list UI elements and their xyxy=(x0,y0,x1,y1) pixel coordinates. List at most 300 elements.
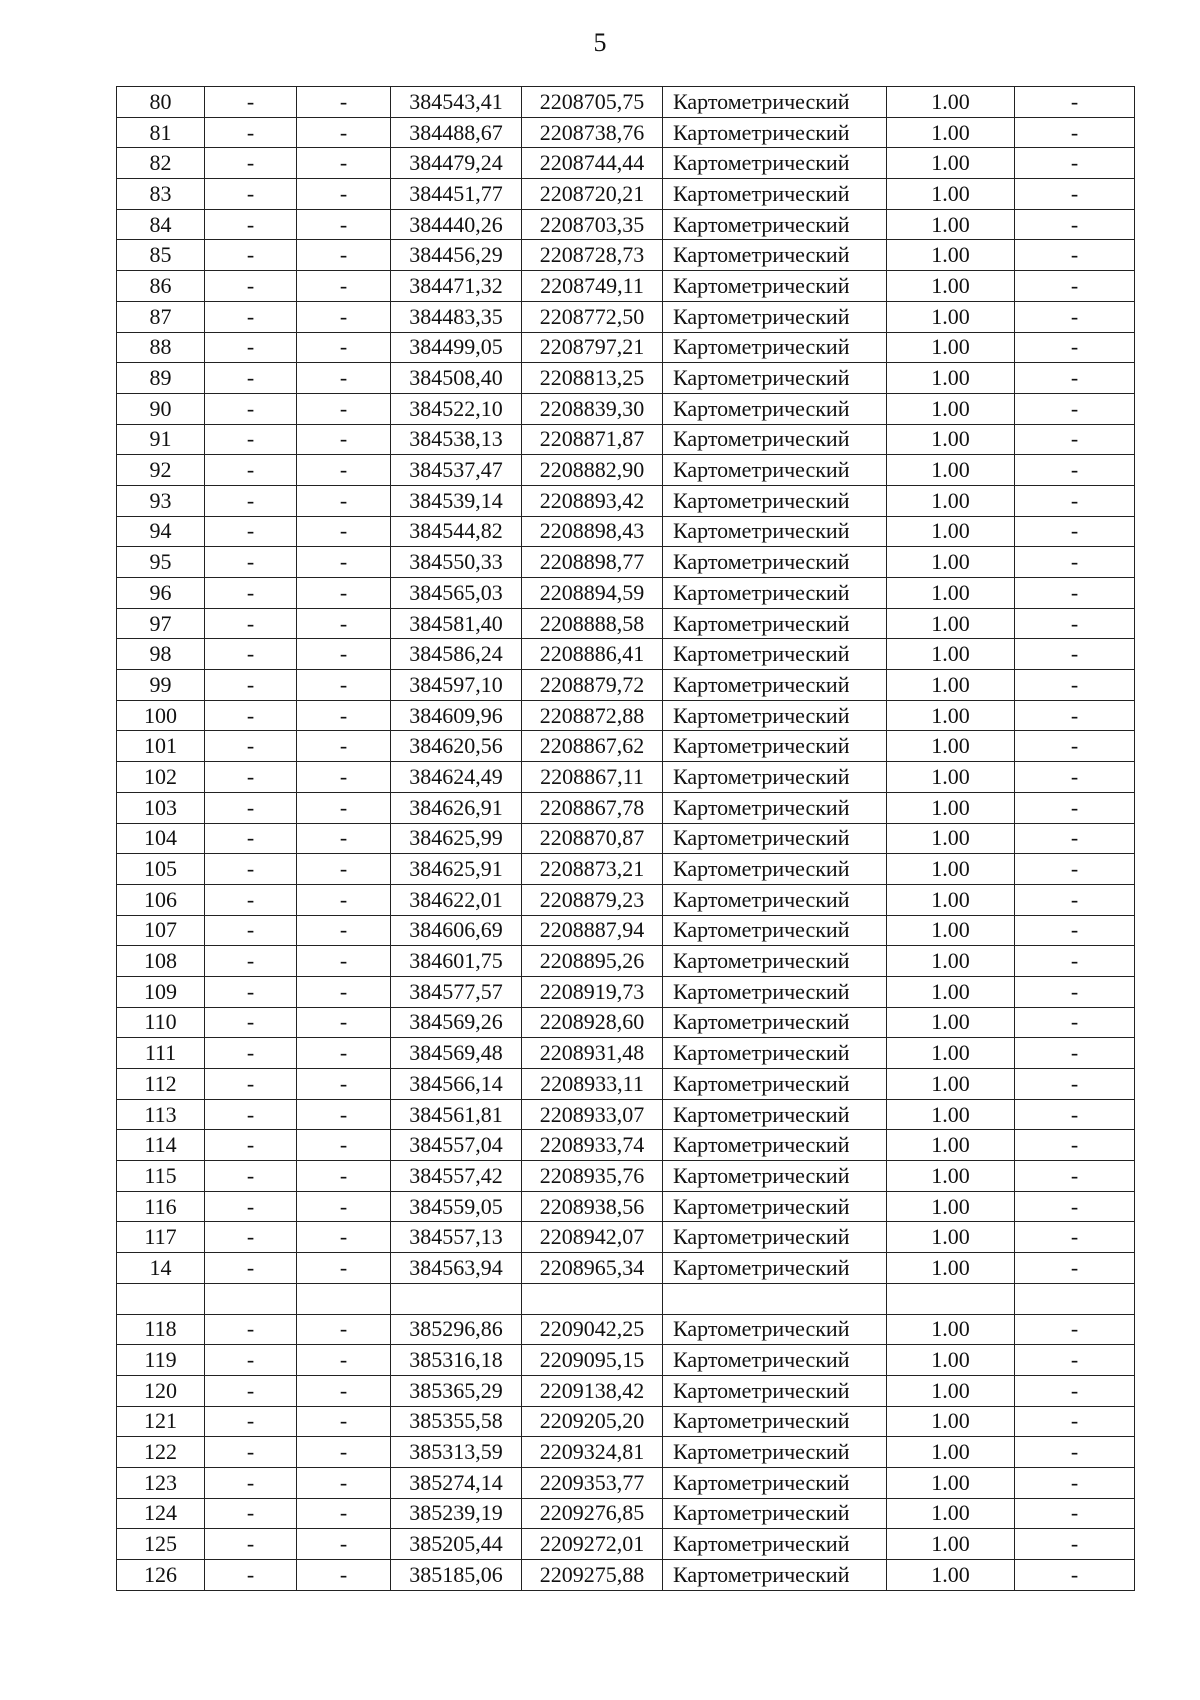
prev-y-cell: - xyxy=(297,762,391,793)
table-row xyxy=(117,1560,1135,1591)
description-cell: - xyxy=(1015,1007,1135,1038)
point-number-cell: 92 xyxy=(117,455,205,486)
y-coord-cell: 2208919,73 xyxy=(522,976,663,1007)
description-cell: - xyxy=(1015,1099,1135,1130)
accuracy-cell: 1.00 xyxy=(887,792,1015,823)
y-coord-cell: 2208867,62 xyxy=(522,731,663,762)
accuracy-cell xyxy=(887,1283,1015,1314)
method-cell: Картометрический xyxy=(663,1099,887,1130)
prev-y-cell: - xyxy=(297,1560,391,1591)
prev-x-cell: - xyxy=(205,117,297,148)
point-number-cell: 108 xyxy=(117,946,205,977)
y-coord-cell: 2208871,87 xyxy=(522,424,663,455)
y-coord-cell: 2208720,21 xyxy=(522,179,663,210)
x-coord-cell: 385296,86 xyxy=(391,1314,522,1345)
accuracy-cell: 1.00 xyxy=(887,485,1015,516)
prev-y-cell: - xyxy=(297,1467,391,1498)
prev-x-cell: - xyxy=(205,271,297,302)
prev-y-cell: - xyxy=(297,639,391,670)
point-number-cell: 88 xyxy=(117,332,205,363)
table-row xyxy=(117,332,1135,363)
description-cell: - xyxy=(1015,762,1135,793)
accuracy-cell: 1.00 xyxy=(887,209,1015,240)
accuracy-cell: 1.00 xyxy=(887,1191,1015,1222)
method-cell: Картометрический xyxy=(663,393,887,424)
table-row xyxy=(117,1038,1135,1069)
prev-x-cell: - xyxy=(205,1253,297,1284)
accuracy-cell: 1.00 xyxy=(887,1007,1015,1038)
point-number-cell: 100 xyxy=(117,700,205,731)
y-coord-cell: 2208933,07 xyxy=(522,1099,663,1130)
table-row xyxy=(117,1314,1135,1345)
accuracy-cell: 1.00 xyxy=(887,670,1015,701)
prev-y-cell: - xyxy=(297,516,391,547)
x-coord-cell: 384537,47 xyxy=(391,455,522,486)
prev-x-cell: - xyxy=(205,946,297,977)
accuracy-cell: 1.00 xyxy=(887,332,1015,363)
prev-y-cell: - xyxy=(297,240,391,271)
y-coord-cell: 2208965,34 xyxy=(522,1253,663,1284)
prev-y-cell: - xyxy=(297,87,391,118)
description-cell: - xyxy=(1015,547,1135,578)
prev-y-cell: - xyxy=(297,1498,391,1529)
y-coord-cell: 2208933,11 xyxy=(522,1069,663,1100)
method-cell: Картометрический xyxy=(663,578,887,609)
x-coord-cell: 384565,03 xyxy=(391,578,522,609)
description-cell: - xyxy=(1015,1467,1135,1498)
point-number-cell: 113 xyxy=(117,1099,205,1130)
description-cell: - xyxy=(1015,179,1135,210)
accuracy-cell: 1.00 xyxy=(887,516,1015,547)
description-cell: - xyxy=(1015,363,1135,394)
point-number-cell: 119 xyxy=(117,1345,205,1376)
prev-y-cell: - xyxy=(297,1161,391,1192)
method-cell: Картометрический xyxy=(663,301,887,332)
accuracy-cell: 1.00 xyxy=(887,179,1015,210)
point-number-cell: 84 xyxy=(117,209,205,240)
x-coord-cell: 385313,59 xyxy=(391,1437,522,1468)
prev-y-cell: - xyxy=(297,393,391,424)
method-cell: Картометрический xyxy=(663,179,887,210)
x-coord-cell: 384440,26 xyxy=(391,209,522,240)
prev-y-cell: - xyxy=(297,424,391,455)
point-number-cell: 112 xyxy=(117,1069,205,1100)
prev-y-cell: - xyxy=(297,670,391,701)
x-coord-cell: 384625,91 xyxy=(391,854,522,885)
table-row xyxy=(117,485,1135,516)
prev-y-cell: - xyxy=(297,731,391,762)
x-coord-cell: 384471,32 xyxy=(391,271,522,302)
prev-y-cell: - xyxy=(297,1437,391,1468)
prev-y-cell xyxy=(297,1283,391,1314)
x-coord-cell: 384626,91 xyxy=(391,792,522,823)
description-cell: - xyxy=(1015,670,1135,701)
prev-x-cell: - xyxy=(205,762,297,793)
method-cell: Картометрический xyxy=(663,1437,887,1468)
point-number-cell: 105 xyxy=(117,854,205,885)
table-row xyxy=(117,271,1135,302)
y-coord-cell: 2208879,23 xyxy=(522,884,663,915)
prev-x-cell: - xyxy=(205,1375,297,1406)
table-row xyxy=(117,976,1135,1007)
prev-x-cell: - xyxy=(205,240,297,271)
accuracy-cell: 1.00 xyxy=(887,547,1015,578)
prev-y-cell: - xyxy=(297,1099,391,1130)
y-coord-cell: 2208870,87 xyxy=(522,823,663,854)
description-cell: - xyxy=(1015,792,1135,823)
page-number: 5 xyxy=(593,28,607,57)
prev-x-cell: - xyxy=(205,884,297,915)
accuracy-cell: 1.00 xyxy=(887,884,1015,915)
table-row xyxy=(117,148,1135,179)
coordinates-table xyxy=(116,86,1135,1591)
prev-x-cell: - xyxy=(205,179,297,210)
prev-y-cell: - xyxy=(297,1130,391,1161)
point-number-cell: 91 xyxy=(117,424,205,455)
x-coord-cell: 384557,13 xyxy=(391,1222,522,1253)
x-coord-cell: 384522,10 xyxy=(391,393,522,424)
prev-x-cell: - xyxy=(205,823,297,854)
prev-y-cell: - xyxy=(297,946,391,977)
method-cell: Картометрический xyxy=(663,608,887,639)
accuracy-cell: 1.00 xyxy=(887,1161,1015,1192)
description-cell: - xyxy=(1015,1406,1135,1437)
method-cell: Картометрический xyxy=(663,976,887,1007)
point-number-cell: 14 xyxy=(117,1253,205,1284)
description-cell: - xyxy=(1015,854,1135,885)
x-coord-cell: 384609,96 xyxy=(391,700,522,731)
y-coord-cell: 2208879,72 xyxy=(522,670,663,701)
point-number-cell: 94 xyxy=(117,516,205,547)
table-row xyxy=(117,639,1135,670)
prev-x-cell: - xyxy=(205,639,297,670)
point-number-cell: 82 xyxy=(117,148,205,179)
point-number-cell: 125 xyxy=(117,1529,205,1560)
method-cell: Картометрический xyxy=(663,1467,887,1498)
description-cell: - xyxy=(1015,1253,1135,1284)
prev-x-cell: - xyxy=(205,792,297,823)
description-cell: - xyxy=(1015,884,1135,915)
y-coord-cell: 2208872,88 xyxy=(522,700,663,731)
accuracy-cell: 1.00 xyxy=(887,1529,1015,1560)
description-cell: - xyxy=(1015,639,1135,670)
y-coord-cell: 2208894,59 xyxy=(522,578,663,609)
prev-y-cell: - xyxy=(297,1345,391,1376)
prev-x-cell: - xyxy=(205,424,297,455)
method-cell: Картометрический xyxy=(663,240,887,271)
description-cell: - xyxy=(1015,946,1135,977)
method-cell: Картометрический xyxy=(663,762,887,793)
description-cell: - xyxy=(1015,424,1135,455)
method-cell: Картометрический xyxy=(663,271,887,302)
table-row xyxy=(117,1437,1135,1468)
prev-y-cell: - xyxy=(297,363,391,394)
prev-x-cell: - xyxy=(205,1498,297,1529)
accuracy-cell: 1.00 xyxy=(887,148,1015,179)
table-row xyxy=(117,1406,1135,1437)
prev-x-cell: - xyxy=(205,1069,297,1100)
description-cell: - xyxy=(1015,117,1135,148)
method-cell: Картометрический xyxy=(663,87,887,118)
prev-y-cell: - xyxy=(297,547,391,578)
accuracy-cell: 1.00 xyxy=(887,1099,1015,1130)
prev-x-cell: - xyxy=(205,1007,297,1038)
x-coord-cell: 384622,01 xyxy=(391,884,522,915)
description-cell: - xyxy=(1015,578,1135,609)
x-coord-cell: 384539,14 xyxy=(391,485,522,516)
prev-y-cell: - xyxy=(297,915,391,946)
point-number-cell: 107 xyxy=(117,915,205,946)
prev-y-cell: - xyxy=(297,209,391,240)
prev-y-cell: - xyxy=(297,1314,391,1345)
table-row xyxy=(117,301,1135,332)
y-coord-cell: 2209276,85 xyxy=(522,1498,663,1529)
point-number-cell: 110 xyxy=(117,1007,205,1038)
accuracy-cell: 1.00 xyxy=(887,240,1015,271)
y-coord-cell: 2209275,88 xyxy=(522,1560,663,1591)
table-row xyxy=(117,1529,1135,1560)
y-coord-cell: 2208867,11 xyxy=(522,762,663,793)
method-cell: Картометрический xyxy=(663,1191,887,1222)
point-number-cell: 97 xyxy=(117,608,205,639)
method-cell: Картометрический xyxy=(663,1375,887,1406)
prev-y-cell: - xyxy=(297,148,391,179)
y-coord-cell: 2208744,44 xyxy=(522,148,663,179)
x-coord-cell: 384499,05 xyxy=(391,332,522,363)
x-coord-cell: 384625,99 xyxy=(391,823,522,854)
description-cell: - xyxy=(1015,240,1135,271)
method-cell: Картометрический xyxy=(663,363,887,394)
prev-x-cell: - xyxy=(205,700,297,731)
description-cell: - xyxy=(1015,915,1135,946)
method-cell: Картометрический xyxy=(663,731,887,762)
description-cell: - xyxy=(1015,148,1135,179)
x-coord-cell: 384483,35 xyxy=(391,301,522,332)
method-cell: Картометрический xyxy=(663,1498,887,1529)
point-number-cell: 121 xyxy=(117,1406,205,1437)
x-coord-cell: 384488,67 xyxy=(391,117,522,148)
prev-x-cell: - xyxy=(205,608,297,639)
prev-x-cell: - xyxy=(205,87,297,118)
x-coord-cell: 384624,49 xyxy=(391,762,522,793)
table-row xyxy=(117,1345,1135,1376)
method-cell: Картометрический xyxy=(663,1314,887,1345)
description-cell: - xyxy=(1015,731,1135,762)
prev-y-cell: - xyxy=(297,271,391,302)
x-coord-cell: 384581,40 xyxy=(391,608,522,639)
y-coord-cell: 2208887,94 xyxy=(522,915,663,946)
point-number-cell: 90 xyxy=(117,393,205,424)
point-number-cell: 111 xyxy=(117,1038,205,1069)
description-cell: - xyxy=(1015,455,1135,486)
table-row xyxy=(117,1161,1135,1192)
point-number-cell: 80 xyxy=(117,87,205,118)
point-number-cell: 109 xyxy=(117,976,205,1007)
method-cell: Картометрический xyxy=(663,915,887,946)
table-row xyxy=(117,946,1135,977)
accuracy-cell: 1.00 xyxy=(887,1314,1015,1345)
description-cell: - xyxy=(1015,823,1135,854)
prev-y-cell: - xyxy=(297,301,391,332)
table-row xyxy=(117,854,1135,885)
x-coord-cell: 384456,29 xyxy=(391,240,522,271)
method-cell: Картометрический xyxy=(663,1130,887,1161)
accuracy-cell: 1.00 xyxy=(887,424,1015,455)
accuracy-cell: 1.00 xyxy=(887,946,1015,977)
point-number-cell: 104 xyxy=(117,823,205,854)
table-row xyxy=(117,1498,1135,1529)
prev-x-cell: - xyxy=(205,1161,297,1192)
description-cell: - xyxy=(1015,1069,1135,1100)
point-number-cell: 101 xyxy=(117,731,205,762)
table-row xyxy=(117,516,1135,547)
description-cell: - xyxy=(1015,700,1135,731)
y-coord-cell xyxy=(522,1283,663,1314)
description-cell xyxy=(1015,1283,1135,1314)
point-number-cell: 89 xyxy=(117,363,205,394)
y-coord-cell: 2208942,07 xyxy=(522,1222,663,1253)
x-coord-cell: 385365,29 xyxy=(391,1375,522,1406)
prev-x-cell: - xyxy=(205,731,297,762)
prev-y-cell: - xyxy=(297,823,391,854)
method-cell: Картометрический xyxy=(663,1560,887,1591)
point-number-cell: 83 xyxy=(117,179,205,210)
accuracy-cell: 1.00 xyxy=(887,1467,1015,1498)
method-cell: Картометрический xyxy=(663,455,887,486)
prev-y-cell: - xyxy=(297,1038,391,1069)
table-row xyxy=(117,823,1135,854)
prev-x-cell: - xyxy=(205,455,297,486)
x-coord-cell: 385355,58 xyxy=(391,1406,522,1437)
table-row xyxy=(117,762,1135,793)
method-cell: Картометрический xyxy=(663,700,887,731)
y-coord-cell: 2208873,21 xyxy=(522,854,663,885)
x-coord-cell: 384606,69 xyxy=(391,915,522,946)
y-coord-cell: 2208931,48 xyxy=(522,1038,663,1069)
prev-y-cell: - xyxy=(297,455,391,486)
prev-y-cell: - xyxy=(297,1529,391,1560)
accuracy-cell: 1.00 xyxy=(887,271,1015,302)
x-coord-cell: 385274,14 xyxy=(391,1467,522,1498)
point-number-cell: 115 xyxy=(117,1161,205,1192)
method-cell: Картометрический xyxy=(663,884,887,915)
x-coord-cell: 384543,41 xyxy=(391,87,522,118)
x-coord-cell: 384508,40 xyxy=(391,363,522,394)
point-number-cell: 98 xyxy=(117,639,205,670)
point-number-cell xyxy=(117,1283,205,1314)
accuracy-cell: 1.00 xyxy=(887,455,1015,486)
method-cell: Картометрический xyxy=(663,1345,887,1376)
x-coord-cell: 385316,18 xyxy=(391,1345,522,1376)
table-row xyxy=(117,240,1135,271)
method-cell: Картометрический xyxy=(663,485,887,516)
method-cell: Картометрический xyxy=(663,639,887,670)
accuracy-cell: 1.00 xyxy=(887,1498,1015,1529)
y-coord-cell: 2208888,58 xyxy=(522,608,663,639)
point-number-cell: 106 xyxy=(117,884,205,915)
method-cell: Картометрический xyxy=(663,1007,887,1038)
description-cell: - xyxy=(1015,1560,1135,1591)
prev-x-cell: - xyxy=(205,1038,297,1069)
point-number-cell: 123 xyxy=(117,1467,205,1498)
prev-y-cell: - xyxy=(297,485,391,516)
x-coord-cell: 385205,44 xyxy=(391,1529,522,1560)
table-row xyxy=(117,209,1135,240)
table-row xyxy=(117,179,1135,210)
table-row xyxy=(117,1069,1135,1100)
prev-x-cell: - xyxy=(205,670,297,701)
y-coord-cell: 2208797,21 xyxy=(522,332,663,363)
table-row xyxy=(117,1130,1135,1161)
table-row xyxy=(117,792,1135,823)
point-number-cell: 120 xyxy=(117,1375,205,1406)
x-coord-cell: 384563,94 xyxy=(391,1253,522,1284)
y-coord-cell: 2208749,11 xyxy=(522,271,663,302)
y-coord-cell: 2208895,26 xyxy=(522,946,663,977)
accuracy-cell: 1.00 xyxy=(887,578,1015,609)
method-cell: Картометрический xyxy=(663,854,887,885)
x-coord-cell: 385185,06 xyxy=(391,1560,522,1591)
x-coord-cell: 384601,75 xyxy=(391,946,522,977)
y-coord-cell: 2209042,25 xyxy=(522,1314,663,1345)
table-row xyxy=(117,700,1135,731)
point-number-cell: 103 xyxy=(117,792,205,823)
y-coord-cell: 2208728,73 xyxy=(522,240,663,271)
method-cell: Картометрический xyxy=(663,1069,887,1100)
prev-x-cell: - xyxy=(205,1130,297,1161)
description-cell: - xyxy=(1015,271,1135,302)
y-coord-cell: 2208703,35 xyxy=(522,209,663,240)
x-coord-cell: 384538,13 xyxy=(391,424,522,455)
x-coord-cell: 384569,48 xyxy=(391,1038,522,1069)
method-cell: Картометрический xyxy=(663,332,887,363)
prev-y-cell: - xyxy=(297,332,391,363)
description-cell: - xyxy=(1015,1222,1135,1253)
prev-y-cell: - xyxy=(297,578,391,609)
description-cell: - xyxy=(1015,1191,1135,1222)
method-cell: Картометрический xyxy=(663,209,887,240)
method-cell xyxy=(663,1283,887,1314)
table-row xyxy=(117,1099,1135,1130)
y-coord-cell: 2209353,77 xyxy=(522,1467,663,1498)
accuracy-cell: 1.00 xyxy=(887,87,1015,118)
accuracy-cell: 1.00 xyxy=(887,363,1015,394)
method-cell: Картометрический xyxy=(663,148,887,179)
x-coord-cell: 384557,42 xyxy=(391,1161,522,1192)
prev-y-cell: - xyxy=(297,884,391,915)
table-row xyxy=(117,670,1135,701)
prev-x-cell: - xyxy=(205,1437,297,1468)
prev-y-cell: - xyxy=(297,976,391,1007)
prev-y-cell: - xyxy=(297,1406,391,1437)
accuracy-cell: 1.00 xyxy=(887,1130,1015,1161)
y-coord-cell: 2208893,42 xyxy=(522,485,663,516)
description-cell: - xyxy=(1015,1498,1135,1529)
description-cell: - xyxy=(1015,87,1135,118)
description-cell: - xyxy=(1015,301,1135,332)
accuracy-cell: 1.00 xyxy=(887,639,1015,670)
prev-y-cell: - xyxy=(297,179,391,210)
description-cell: - xyxy=(1015,608,1135,639)
point-number-cell: 118 xyxy=(117,1314,205,1345)
method-cell: Картометрический xyxy=(663,1161,887,1192)
table-row xyxy=(117,1375,1135,1406)
prev-x-cell: - xyxy=(205,578,297,609)
point-number-cell: 122 xyxy=(117,1437,205,1468)
x-coord-cell: 384577,57 xyxy=(391,976,522,1007)
prev-x-cell: - xyxy=(205,1406,297,1437)
prev-x-cell xyxy=(205,1283,297,1314)
